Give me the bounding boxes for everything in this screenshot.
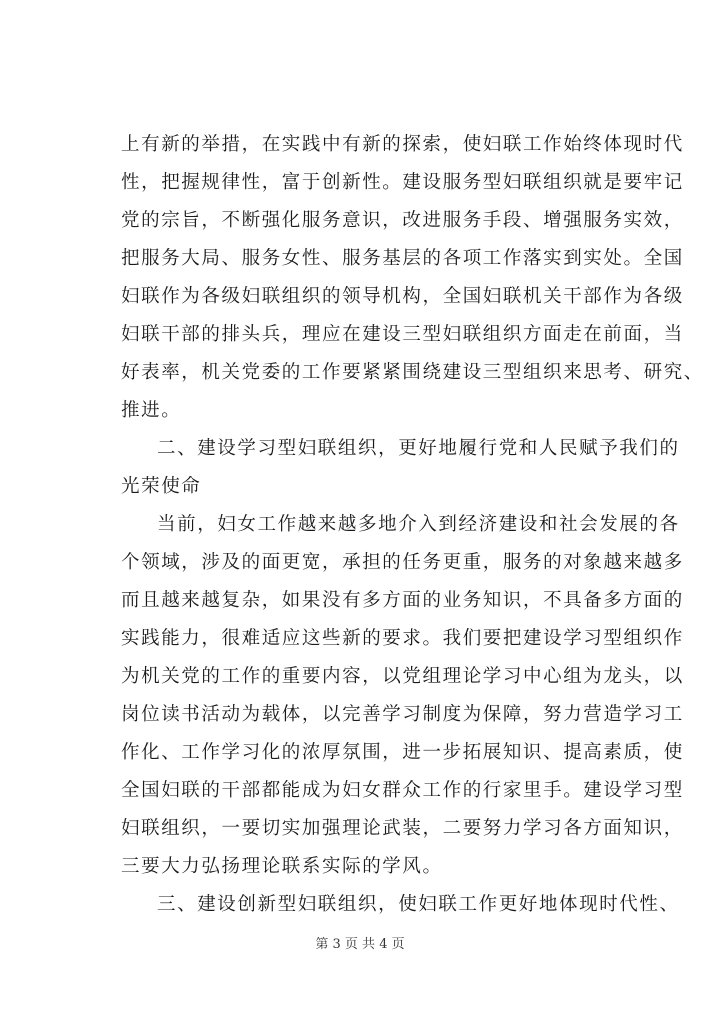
body-line: 好表率，机关党委的工作要紧紧围绕建设三型组织来思考、研究、 [121, 362, 704, 383]
body-line: 上有新的举措，在实践中有新的探索，使妇联工作始终体现时代 [121, 134, 684, 155]
body-line: 妇联作为各级妇联组织的领导机构，全国妇联机关干部作为各级 [121, 286, 684, 307]
body-line: 妇联组织，一要切实加强理论武装，二要努力学习各方面知识， [121, 818, 684, 839]
body-line: 作化、工作学习化的浓厚氛围，进一步拓展知识、提高素质，使 [121, 742, 684, 763]
body-line: 妇联干部的排头兵，理应在建设三型妇联组织方面走在前面，当 [121, 324, 684, 345]
body-line: 党的宗旨，不断强化服务意识，改进服务手段、增强服务实效， [121, 210, 684, 231]
body-line: 个领域，涉及的面更宽，承担的任务更重，服务的对象越来越多 [121, 552, 684, 573]
section-heading-2: 二、建设学习型妇联组织，更好地履行党和人民赋予我们的 [157, 438, 680, 459]
body-line: 当前，妇女工作越来越多地介入到经济建设和社会发展的各 [157, 514, 680, 535]
section-heading-2-cont: 光荣使命 [121, 476, 202, 497]
body-line: 推进。 [121, 400, 182, 421]
body-line: 性，把握规律性，富于创新性。建设服务型妇联组织就是要牢记 [121, 172, 684, 193]
body-line: 三要大力弘扬理论联系实际的学风。 [121, 856, 443, 877]
body-line: 岗位读书活动为载体，以完善学习制度为保障，努力营造学习工 [121, 704, 684, 725]
body-line: 全国妇联的干部都能成为妇女群众工作的行家里手。建设学习型 [121, 780, 684, 801]
body-line: 实践能力，很难适应这些新的要求。我们要把建设学习型组织作 [121, 628, 684, 649]
page-footer: 第 3 页 共 4 页 [315, 937, 405, 952]
body-line: 把服务大局、服务女性、服务基层的各项工作落实到实处。全国 [121, 248, 684, 269]
section-heading-3: 三、建设创新型妇联组织，使妇联工作更好地体现时代性、 [157, 894, 680, 915]
body-line: 而且越来越复杂，如果没有多方面的业务知识，不具备多方面的 [121, 590, 684, 611]
body-line: 为机关党的工作的重要内容，以党组理论学习中心组为龙头，以 [121, 666, 684, 687]
